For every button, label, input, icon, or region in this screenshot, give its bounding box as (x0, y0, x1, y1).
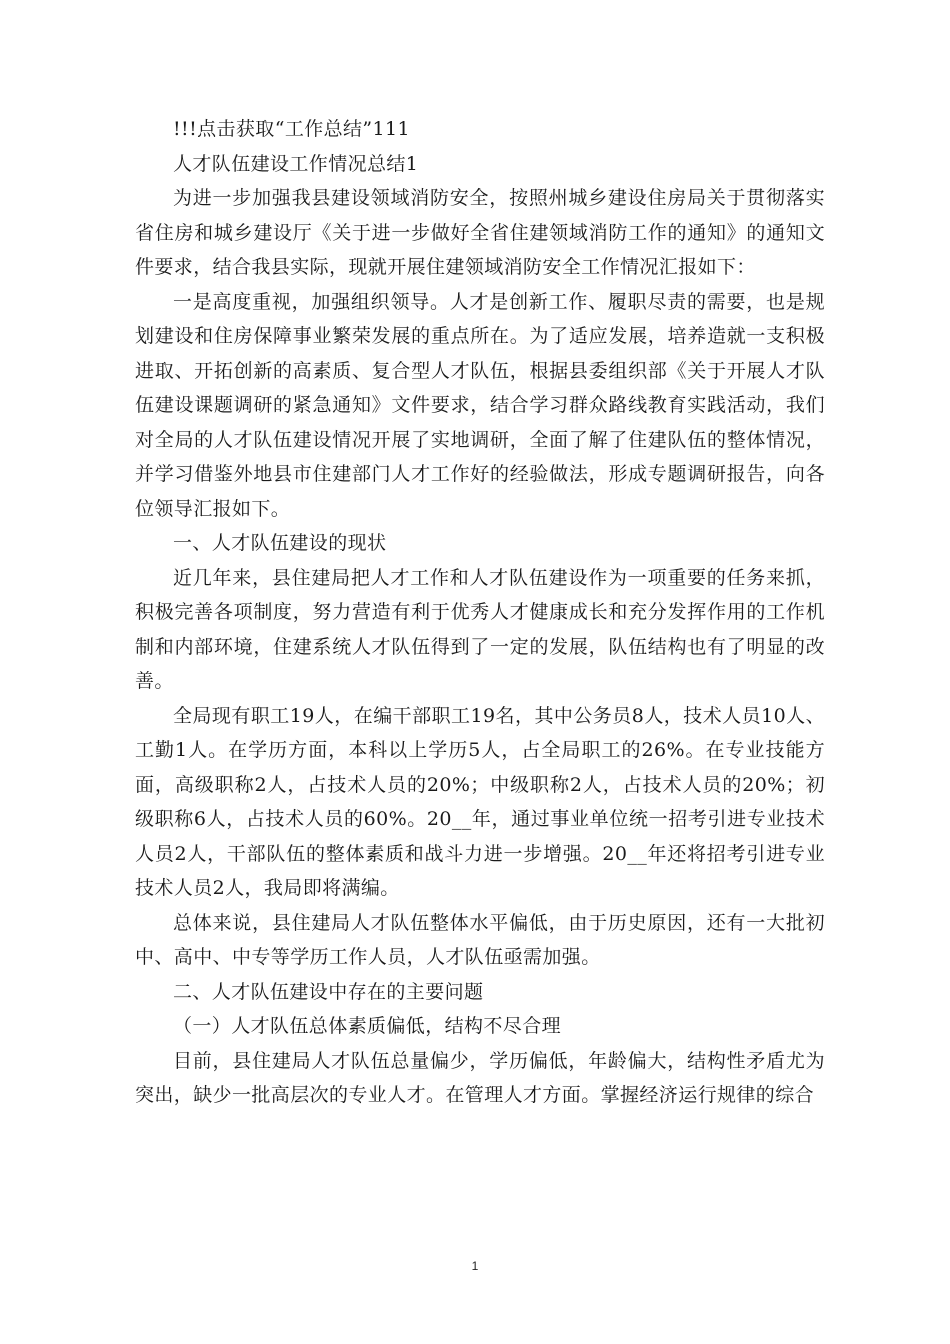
document-body (135, 112, 825, 1113)
document-title: 人才队伍建设工作情况总结1 (173, 152, 419, 175)
section-heading: 二、人才队伍建设中存在的主要问题 (173, 980, 484, 1003)
page-number: 1 (471, 1259, 479, 1273)
body-paragraph: 全局现有职工19人，在编干部职工19名，其中公务员8人，技术人员10人、工勤1人。在学历方面，本科以上学历5人，占全局职工的26%。在专业技能方面，高级职称2人，占技术人员的20%；中级职称2人，占技术人员的20%；初级职称6人，占技术人员的60%。20__年，通过事业单位统一招考引进专业技术人员2人，干部队伍的整体素质和战斗力进一步增强。20__年还将招考引进专业技术人员2人，我局即将满编。 (135, 704, 825, 899)
section-heading: 一、人才队伍建设的现状 (173, 532, 387, 554)
body-paragraph: 近几年来，县住建局把人才工作和人才队伍建设作为一项重要的任务来抓，积极完善各项制度，努力营造有利于优秀人才健康成长和充分发挥作用的工作机制和内部环境，住建系统人才队伍得到了一定的发展，队伍结构也有了明显的改善。 (135, 566, 825, 692)
subsection-heading: （一）人才队伍总体素质偏低，结构不尽合理 (173, 1015, 562, 1037)
body-paragraph: 目前，县住建局人才队伍总量偏少，学历偏低，年龄偏大，结构性矛盾尤为突出，缺少一批高层次的专业人才。在管理人才方面。掌握经济运行规律的综合 (135, 1049, 825, 1106)
body-paragraph: 为进一步加强我县建设领域消防安全，按照州城乡建设住房局关于贯彻落实省住房和城乡建设厅《关于进一步做好全省住建领域消防工作的通知》的通知文件要求，结合我县实际，现就开展住建领域消防安全工作情况汇报如下： (135, 187, 825, 278)
download-link-paragraph[interactable]: !!!点击获取“工作总结”111 (173, 118, 410, 140)
body-paragraph: 一是高度重视，加强组织领导。人才是创新工作、履职尽责的需要，也是规划建设和住房保障事业繁荣发展的重点所在。为了适应发展，培养造就一支积极进取、开拓创新的高素质、复合型人才队伍，根据县委组织部《关于开展人才队伍建设课题调研的紧急通知》文件要求，结合学习群众路线教育实践活动，我们对全局的人才队伍建设情况开展了实地调研，全面了解了住建队伍的整体情况，并学习借鉴外地县市住建部门人才工作好的经验做法，形成专题调研报告，向各位领导汇报如下。 (135, 290, 825, 520)
body-paragraph: 总体来说，县住建局人才队伍整体水平偏低，由于历史原因，还有一大批初中、高中、中专等学历工作人员，人才队伍亟需加强。 (135, 911, 825, 968)
